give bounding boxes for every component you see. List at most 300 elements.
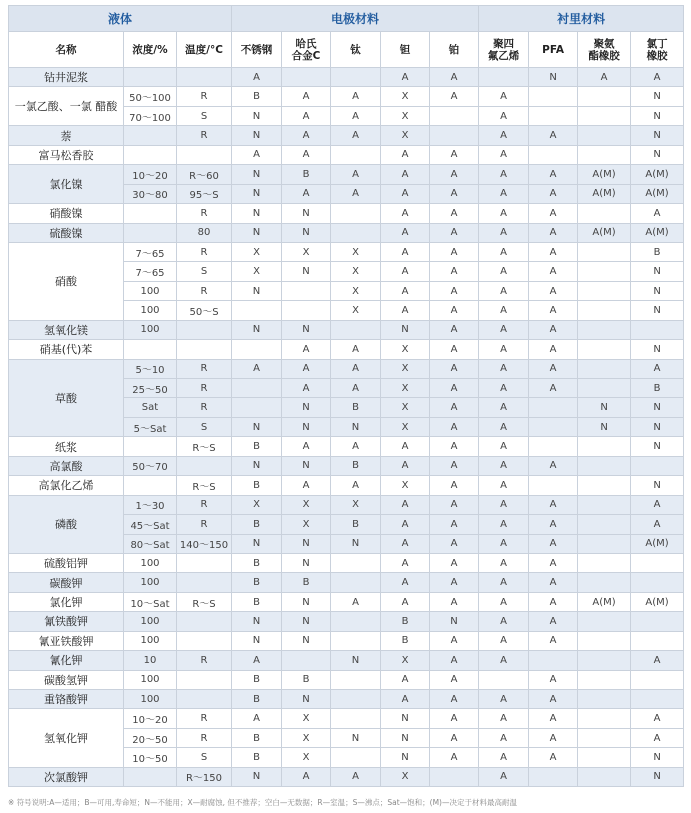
table-cell: A xyxy=(430,379,479,398)
table-cell: N xyxy=(232,165,282,184)
table-cell: A xyxy=(430,165,479,184)
table-cell: N xyxy=(232,126,282,145)
table-cell: S xyxy=(177,748,232,767)
table-cell: A xyxy=(282,767,331,786)
table-cell xyxy=(529,767,578,786)
table-cell: A xyxy=(331,359,381,378)
table-cell: A xyxy=(430,495,479,514)
table-cell xyxy=(578,651,631,670)
table-cell: R xyxy=(177,515,232,534)
table-cell xyxy=(578,437,631,456)
table-cell: S xyxy=(177,106,232,125)
table-cell: A xyxy=(479,495,529,514)
table-cell: A xyxy=(282,184,331,203)
table-cell: A xyxy=(430,515,479,534)
table-cell: N xyxy=(232,631,282,650)
column-header-row xyxy=(9,32,684,68)
table-cell: A xyxy=(479,534,529,553)
table-cell: B xyxy=(331,515,381,534)
table-cell: R xyxy=(177,242,232,261)
table-cell: A xyxy=(529,223,578,242)
table-cell: 50～S xyxy=(177,301,232,320)
table-cell: R xyxy=(177,204,232,223)
column-header: 钛 xyxy=(331,32,381,68)
table-cell: A xyxy=(479,165,529,184)
table-cell: A xyxy=(479,748,529,767)
table-cell: A xyxy=(479,690,529,709)
table-row xyxy=(9,456,684,475)
table-cell xyxy=(124,767,177,786)
table-row xyxy=(9,592,684,611)
table-row xyxy=(9,476,684,495)
table-cell xyxy=(631,670,684,689)
table-cell: N xyxy=(381,748,430,767)
liquid-name: 纸浆 xyxy=(9,437,124,456)
table-cell: A xyxy=(430,709,479,728)
table-cell: A xyxy=(381,456,430,475)
table-cell: X xyxy=(381,398,430,417)
table-body xyxy=(9,68,684,787)
table-cell xyxy=(430,126,479,145)
table-cell: A xyxy=(430,223,479,242)
table-cell: N xyxy=(282,262,331,281)
table-cell: 7～65 xyxy=(124,242,177,261)
table-cell: A(M) xyxy=(578,165,631,184)
table-cell: 100 xyxy=(124,553,177,572)
table-cell: N xyxy=(232,767,282,786)
table-cell: N xyxy=(282,398,331,417)
table-cell: A xyxy=(430,728,479,747)
table-cell: N xyxy=(631,476,684,495)
table-cell: A xyxy=(631,728,684,747)
table-cell xyxy=(529,87,578,106)
table-cell: A xyxy=(430,670,479,689)
table-cell: N xyxy=(282,690,331,709)
table-cell: A xyxy=(479,242,529,261)
column-header: 聚氨 酯橡胶 xyxy=(578,32,631,68)
table-cell: A xyxy=(331,476,381,495)
table-cell: B xyxy=(282,165,331,184)
table-cell: B xyxy=(232,437,282,456)
table-cell xyxy=(578,456,631,475)
table-cell: A xyxy=(381,690,430,709)
table-cell: B xyxy=(381,631,430,650)
liquid-name: 次氯酸钾 xyxy=(9,767,124,786)
table-cell xyxy=(529,651,578,670)
table-cell: R～60 xyxy=(177,165,232,184)
column-header: 浓度/% xyxy=(124,32,177,68)
table-cell: A xyxy=(381,534,430,553)
table-cell: N xyxy=(282,417,331,436)
table-cell: A xyxy=(529,204,578,223)
table-cell: R xyxy=(177,359,232,378)
table-cell xyxy=(578,301,631,320)
table-cell xyxy=(631,612,684,631)
table-cell xyxy=(124,437,177,456)
table-cell: A xyxy=(331,592,381,611)
table-cell: N xyxy=(631,301,684,320)
liquid-name: 高氯化乙烯 xyxy=(9,476,124,495)
table-cell: A xyxy=(381,262,430,281)
table-cell xyxy=(578,670,631,689)
table-cell: A(M) xyxy=(631,184,684,203)
table-cell: A xyxy=(430,651,479,670)
table-cell xyxy=(578,320,631,339)
table-cell: N xyxy=(232,281,282,300)
table-cell: N xyxy=(232,534,282,553)
liquid-name: 氢氧化镁 xyxy=(9,320,124,339)
table-cell: A xyxy=(529,592,578,611)
table-cell: A xyxy=(479,204,529,223)
table-cell: A xyxy=(479,301,529,320)
compatibility-table-wrapper xyxy=(8,5,683,787)
table-cell: A xyxy=(479,515,529,534)
table-row xyxy=(9,340,684,359)
table-cell xyxy=(529,145,578,164)
table-cell: N xyxy=(331,651,381,670)
group-header-row xyxy=(9,6,684,32)
table-cell: A xyxy=(381,592,430,611)
table-cell: A xyxy=(331,106,381,125)
table-cell: X xyxy=(381,651,430,670)
table-cell: N xyxy=(282,631,331,650)
table-cell: A xyxy=(381,165,430,184)
table-cell: A xyxy=(529,301,578,320)
table-cell xyxy=(578,106,631,125)
table-cell: R xyxy=(177,651,232,670)
table-cell xyxy=(631,320,684,339)
table-cell: A xyxy=(479,728,529,747)
table-cell xyxy=(282,651,331,670)
table-cell: A xyxy=(430,417,479,436)
table-cell: B xyxy=(232,476,282,495)
table-cell: X xyxy=(381,340,430,359)
table-cell xyxy=(430,106,479,125)
table-cell xyxy=(578,553,631,572)
table-cell xyxy=(177,456,232,475)
table-cell: A xyxy=(479,379,529,398)
column-header: 不锈钢 xyxy=(232,32,282,68)
table-cell: A xyxy=(529,495,578,514)
table-cell xyxy=(631,690,684,709)
table-cell: A xyxy=(430,184,479,203)
table-cell xyxy=(331,320,381,339)
table-cell: A(M) xyxy=(631,223,684,242)
table-cell: 100 xyxy=(124,320,177,339)
table-cell: A xyxy=(430,320,479,339)
table-cell: R xyxy=(177,126,232,145)
liquid-name: 氯化镍 xyxy=(9,165,124,204)
group-electrode-material: 电极材料 xyxy=(232,6,479,32)
table-cell xyxy=(331,68,381,87)
table-row xyxy=(9,553,684,572)
table-cell: A xyxy=(529,262,578,281)
table-row xyxy=(9,126,684,145)
table-cell xyxy=(578,631,631,650)
table-cell: A xyxy=(529,690,578,709)
table-cell: N xyxy=(232,320,282,339)
table-cell xyxy=(578,476,631,495)
liquid-name: 氰铁酸钾 xyxy=(9,612,124,631)
table-cell: A xyxy=(430,87,479,106)
table-cell xyxy=(331,709,381,728)
liquid-name: 磷酸 xyxy=(9,495,124,553)
liquid-name: 重铬酸钾 xyxy=(9,690,124,709)
table-cell: 50～100 xyxy=(124,87,177,106)
table-cell: X xyxy=(282,495,331,514)
table-cell: A xyxy=(331,87,381,106)
table-cell xyxy=(578,340,631,359)
table-cell: A xyxy=(479,767,529,786)
table-cell xyxy=(282,68,331,87)
table-cell: 10～20 xyxy=(124,165,177,184)
table-cell: A xyxy=(479,340,529,359)
table-cell xyxy=(479,670,529,689)
table-cell: 45～Sat xyxy=(124,515,177,534)
table-cell xyxy=(529,398,578,417)
table-cell: A xyxy=(430,359,479,378)
table-row xyxy=(9,709,684,728)
table-cell: A xyxy=(381,145,430,164)
table-cell: A xyxy=(631,651,684,670)
table-cell: N xyxy=(282,592,331,611)
table-cell xyxy=(177,340,232,359)
table-cell: B xyxy=(282,670,331,689)
table-cell: A(M) xyxy=(631,592,684,611)
table-cell: B xyxy=(331,398,381,417)
table-cell: A xyxy=(430,690,479,709)
liquid-name: 氯化钾 xyxy=(9,592,124,611)
table-cell: A xyxy=(430,145,479,164)
table-cell: B xyxy=(232,748,282,767)
table-cell xyxy=(331,612,381,631)
table-cell: A xyxy=(529,612,578,631)
table-cell: X xyxy=(331,281,381,300)
table-cell xyxy=(529,106,578,125)
table-row xyxy=(9,495,684,514)
table-cell xyxy=(124,204,177,223)
legend-note: ※ 符号说明:A—适用；B—可用,寿命短；N—不能用；X—耐腐蚀, 但不推荐；空白—无数据；R—室温；S—沸点；Sat—饱和；(M)—决定于材料最高耐温 xyxy=(8,798,517,807)
table-cell: N xyxy=(381,709,430,728)
liquid-name: 氰亚铁酸钾 xyxy=(9,631,124,650)
table-cell: N xyxy=(631,340,684,359)
table-cell xyxy=(331,573,381,592)
table-row xyxy=(9,320,684,339)
table-cell: 100 xyxy=(124,670,177,689)
table-cell: R xyxy=(177,495,232,514)
table-cell: B xyxy=(282,573,331,592)
table-cell: A xyxy=(232,651,282,670)
table-cell: X xyxy=(282,709,331,728)
table-cell xyxy=(578,204,631,223)
table-cell: 25～50 xyxy=(124,379,177,398)
table-cell: A xyxy=(381,184,430,203)
table-row xyxy=(9,145,684,164)
table-cell xyxy=(177,553,232,572)
table-cell: 7～65 xyxy=(124,262,177,281)
table-cell xyxy=(578,495,631,514)
table-cell: N xyxy=(232,456,282,475)
table-cell xyxy=(529,437,578,456)
table-cell: A xyxy=(430,68,479,87)
table-cell: A xyxy=(529,320,578,339)
table-cell: A xyxy=(479,709,529,728)
table-cell: N xyxy=(232,612,282,631)
table-cell: A xyxy=(631,709,684,728)
table-cell xyxy=(177,573,232,592)
table-cell: A xyxy=(232,359,282,378)
table-cell xyxy=(578,87,631,106)
liquid-name: 硫酸镍 xyxy=(9,223,124,242)
table-cell: X xyxy=(331,242,381,261)
table-cell: N xyxy=(631,106,684,125)
table-cell: X xyxy=(381,87,430,106)
table-cell: A xyxy=(479,631,529,650)
table-cell: A xyxy=(430,631,479,650)
table-cell: N xyxy=(631,262,684,281)
table-cell: 70～100 xyxy=(124,106,177,125)
table-cell: X xyxy=(232,495,282,514)
table-cell: B xyxy=(232,553,282,572)
table-cell: A xyxy=(430,301,479,320)
table-cell: A xyxy=(529,456,578,475)
table-cell: R xyxy=(177,379,232,398)
table-cell: N xyxy=(282,534,331,553)
table-cell: A xyxy=(331,165,381,184)
table-row xyxy=(9,437,684,456)
table-cell: A xyxy=(479,573,529,592)
table-cell: N xyxy=(331,534,381,553)
table-cell xyxy=(631,553,684,572)
table-cell: X xyxy=(381,126,430,145)
table-row xyxy=(9,767,684,786)
table-cell: A xyxy=(381,670,430,689)
table-cell: A(M) xyxy=(578,223,631,242)
column-header: 名称 xyxy=(9,32,124,68)
table-cell xyxy=(331,670,381,689)
table-cell xyxy=(578,145,631,164)
table-cell xyxy=(578,359,631,378)
table-cell: N xyxy=(282,553,331,572)
table-cell: A xyxy=(232,145,282,164)
table-cell: N xyxy=(282,204,331,223)
table-cell: A xyxy=(381,223,430,242)
table-row xyxy=(9,223,684,242)
table-cell: A xyxy=(529,340,578,359)
table-cell: A xyxy=(479,592,529,611)
table-cell xyxy=(331,145,381,164)
table-cell: X xyxy=(232,242,282,261)
table-cell: A xyxy=(430,262,479,281)
table-cell: 5～10 xyxy=(124,359,177,378)
column-header: 聚四 氟乙烯 xyxy=(479,32,529,68)
table-cell xyxy=(331,223,381,242)
table-cell: A xyxy=(430,398,479,417)
table-cell: A xyxy=(479,87,529,106)
liquid-name: 氰化钾 xyxy=(9,651,124,670)
table-cell: A xyxy=(479,417,529,436)
table-cell: A xyxy=(430,573,479,592)
table-cell: N xyxy=(631,87,684,106)
table-row xyxy=(9,690,684,709)
column-header: 哈氏 合金C xyxy=(282,32,331,68)
table-cell: A xyxy=(381,301,430,320)
table-cell xyxy=(177,320,232,339)
liquid-name: 高氯酸 xyxy=(9,456,124,475)
liquid-name: 硫酸铝钾 xyxy=(9,553,124,572)
table-cell xyxy=(578,690,631,709)
table-cell: B xyxy=(381,612,430,631)
table-cell: 95～S xyxy=(177,184,232,203)
table-cell: A xyxy=(631,204,684,223)
table-cell: 50～70 xyxy=(124,456,177,475)
table-cell: N xyxy=(578,398,631,417)
table-cell: N xyxy=(282,223,331,242)
table-cell: A xyxy=(529,515,578,534)
table-cell xyxy=(430,767,479,786)
table-cell xyxy=(578,379,631,398)
column-header: 铂 xyxy=(430,32,479,68)
table-cell xyxy=(578,709,631,728)
table-cell: B xyxy=(232,728,282,747)
table-cell: A xyxy=(381,573,430,592)
table-cell: A xyxy=(631,515,684,534)
table-cell: A xyxy=(529,573,578,592)
table-cell: N xyxy=(282,456,331,475)
table-cell xyxy=(282,301,331,320)
table-cell: X xyxy=(381,106,430,125)
table-cell: A xyxy=(479,359,529,378)
table-cell: 80～Sat xyxy=(124,534,177,553)
table-cell xyxy=(479,68,529,87)
table-cell: R～S xyxy=(177,592,232,611)
table-row xyxy=(9,631,684,650)
table-cell xyxy=(124,126,177,145)
table-cell xyxy=(232,301,282,320)
table-row xyxy=(9,165,684,184)
table-cell xyxy=(578,612,631,631)
table-cell: A xyxy=(479,553,529,572)
table-cell: A xyxy=(430,281,479,300)
table-cell: A xyxy=(529,184,578,203)
table-cell xyxy=(578,515,631,534)
table-cell: X xyxy=(381,767,430,786)
table-cell: N xyxy=(232,204,282,223)
table-cell: A(M) xyxy=(631,165,684,184)
table-cell: X xyxy=(381,417,430,436)
table-cell: B xyxy=(631,242,684,261)
table-cell: A xyxy=(479,456,529,475)
table-cell xyxy=(177,68,232,87)
table-cell: 5～Sat xyxy=(124,417,177,436)
table-cell: N xyxy=(631,417,684,436)
table-cell: A xyxy=(479,106,529,125)
table-cell: 100 xyxy=(124,573,177,592)
table-cell: X xyxy=(232,262,282,281)
table-row xyxy=(9,204,684,223)
table-cell: X xyxy=(282,748,331,767)
table-cell xyxy=(177,631,232,650)
table-cell: R xyxy=(177,281,232,300)
table-cell: A xyxy=(232,709,282,728)
table-cell: A xyxy=(529,126,578,145)
table-cell: A xyxy=(381,553,430,572)
table-cell: A xyxy=(331,437,381,456)
table-row xyxy=(9,359,684,378)
table-row xyxy=(9,68,684,87)
table-cell: B xyxy=(232,573,282,592)
table-cell: A xyxy=(529,748,578,767)
